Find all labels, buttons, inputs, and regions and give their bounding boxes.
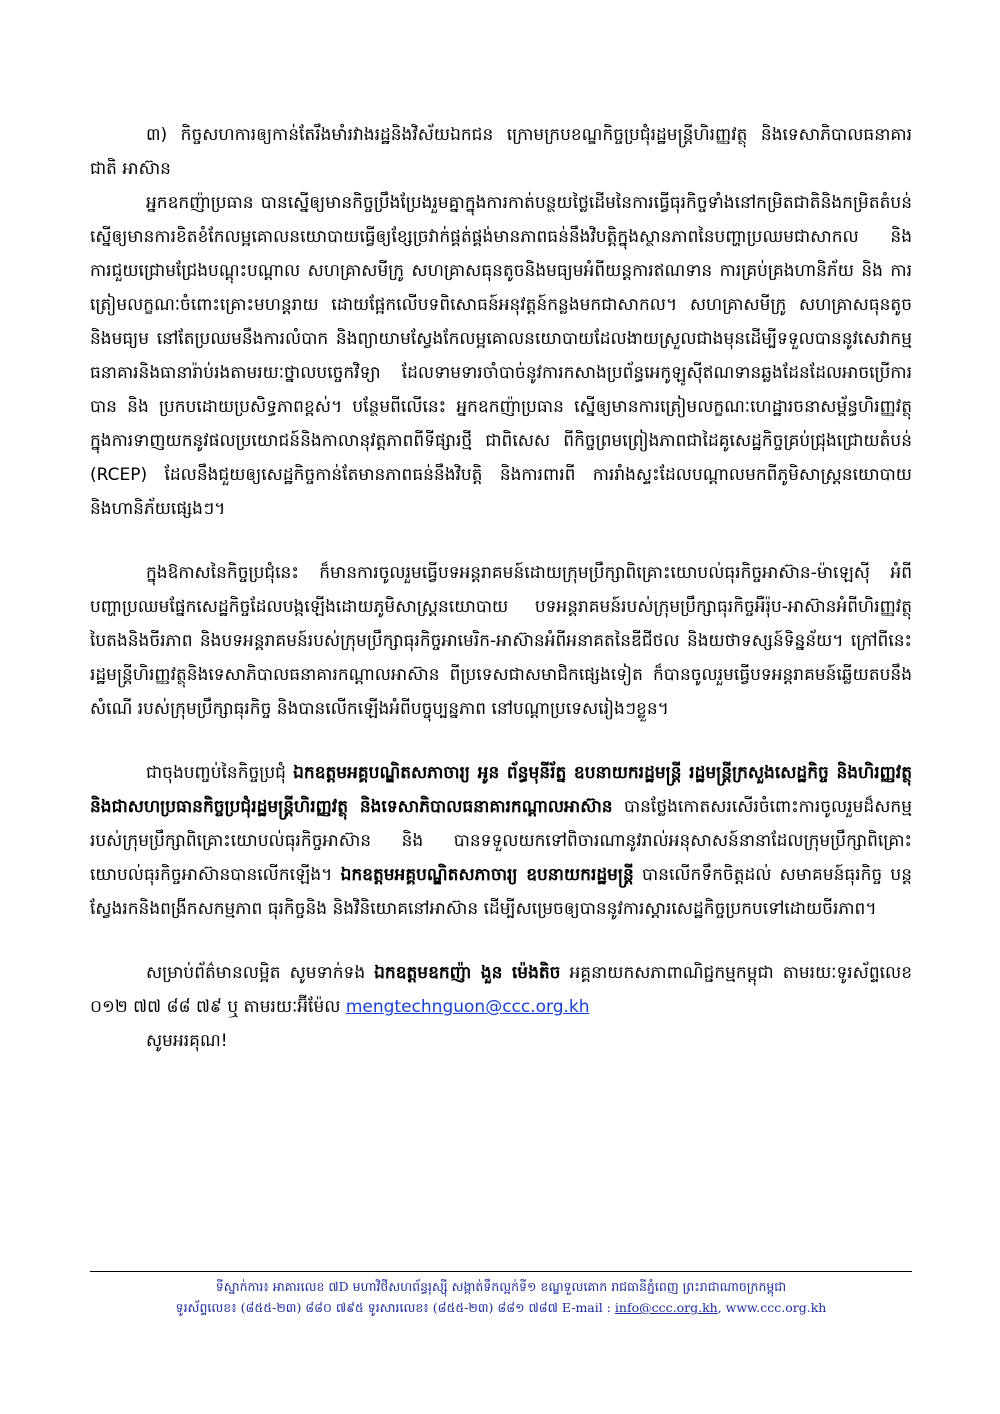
- document-body: [90, 118, 912, 1088]
- footer: [90, 1276, 912, 1318]
- footer-email-link[interactable]: info@ccc.org.kh: [614, 1300, 718, 1315]
- conclusion-body: បានថ្លែងកោតសរសើរចំពោះការចូលរួមដ៏សកម្មរបស់ក្រុមប្រឹក្សាពិគ្រោះយោបល់ធុរកិច្ចអាស៊ាន និង បានទទួលយកទៅពិចារណានូវរាល់អនុសាសន៍នានាដែលក្រុមប្រឹក្សាពិគ្រោះយោបល់ធុរកិច្ចអាស៊ានបានលើកឡើង។: [90, 797, 912, 885]
- paragraph-conclusion: [90, 756, 912, 926]
- footer-contact: [90, 1297, 912, 1318]
- paragraph-point-3: ៣) កិច្ចសហការឲ្យកាន់តែរឹងមាំរវាងរដ្ឋនិងវិស័យឯកជន ក្រោមក្របខណ្ឌកិច្ចប្រជុំរដ្ឋមន្ត្រីហិរញ្ញវត្ថុ និងទេសាភិបាលធនាគារជាតិ អាស៊ាន: [90, 125, 912, 179]
- footer-phone-fax: ទូរស័ព្ទលេខ៖ (៨៥៥-២៣) ៨៨០ ៧៩៥ ទូរសារលេខ៖ (៨៥៥-២៣) ៨៨១ ៧៨៧ E-mail :: [175, 1300, 615, 1315]
- footer-separator: ,: [717, 1300, 726, 1315]
- paragraph-proposals: អ្នកឧកញ៉ាប្រធាន បានស្នើឲ្យមានកិច្ចប្រឹងប្រែងរួមគ្នាក្នុងការកាត់បន្ថយថ្លៃដើមនៃការធ្វើធុរកិច្ចទាំងនៅកម្រិតជាតិនិងកម្រិតតំបន់ ស្នើឲ្យមានការខិតខំកែលម្អគោលនយោបាយធ្វើឲ្យខ្សែច្រវាក់ផ្គត់ផ្គង់មានភាពធន់នឹងវិបត្តិក្នុងស្ថានភាពនៃបញ្ហាប្រឈមជាសាកល និងការជួយជ្រោមជ្រែងបណ្តុះបណ្តាល សហគ្រាសមីក្រូ សហគ្រាសធុនតូចនិងមធ្យមអំពីយន្តការឥណទាន ការគ្រប់គ្រងហានិភ័យ និង ការត្រៀមលក្ខណៈចំពោះគ្រោះមហន្តរាយ ដោយផ្អែកលើបទពិសោធន៍អនុវត្តន៍កន្លងមកជាសាកល។ សហគ្រាសមីក្រូ សហគ្រាសធុនតូច និងមធ្យម នៅតែប្រឈមនឹងការលំបាក និងព្យាយាមស្វែងកែលម្អគោលនយោបាយដែលងាយស្រួលជាងមុនដើម្បីទទួលបាននូវសេវាកម្មធនាគារនិងធានារ៉ាប់រងតាមរយៈថ្នាលបច្ចេកវិទ្យា ដែលទាមទារចាំបាច់នូវការកសាងប្រព័ន្ធអេកូឡូស៊ីឥណទានឆ្លងដែនដែលអាចប្រើការបាន និង ប្រកបដោយប្រសិទ្ធភាពខ្ពស់។ បន្ថែមពីលើនេះ អ្នកឧកញ៉ាប្រធាន ស្នើឲ្យមានការត្រៀមលក្ខណៈហេដ្ឋារចនាសម្ព័ន្ធហិរញ្ញវត្ថុ ក្នុងការទាញយកនូវផលប្រយោជន៍និងកាលានុវត្តភាពពីទីផ្សារថ្មី ជាពិសេស ពីកិច្ចព្រមព្រៀងភាពជាដៃគូសេដ្ឋកិច្ចគ្រប់ជ្រុងជ្រោយតំបន់ (RCEP) ដែលនឹងជួយឲ្យសេដ្ឋកិច្ចកាន់តែមានភាពធន់នឹងវិបត្តិ និងការពារពី ការរាំងស្ទះដែលបណ្តាលមកពីភូមិសាស្ត្រនយោបាយនិងហានិភ័យផ្សេងៗ។: [90, 193, 912, 519]
- footer-divider: [90, 1271, 912, 1272]
- paragraph-interventions: ក្នុងឱកាសនៃកិច្ចប្រជុំនេះ ក៏មានការចូលរួមធ្វើបទអន្តរាគមន៍ដោយក្រុមប្រឹក្សាពិគ្រោះយោបល់ធុរកិច្ចអាស៊ាន-ម៉ាឡេស៊ី អំពីបញ្ហាប្រឈមផ្នែកសេដ្ឋកិច្ចដែលបង្កឡើងដោយភូមិសាស្ត្រនយោបាយ បទអន្តរាគមន៍របស់ក្រុមប្រឹក្សាធុរកិច្ចអឺរ៉ុប-អាស៊ានអំពីហិរញ្ញវត្ថុបៃតងនិងចីរភាព និងបទអន្តរាគមន៍របស់ក្រុមប្រឹក្សាធុរកិច្ចអាមេរិក-អាស៊ានអំពីអនាគតនៃឌីជីថល និងយថាទស្សន៍ទិន្នន័យ។ ក្រៅពីនេះ រដ្ឋមន្ត្រីហិរញ្ញវត្ថុនិងទេសាភិបាលធនាគារកណ្តាលអាស៊ាន ពីប្រទេសជាសមាជិកផ្សេងទៀត ក៏បានចូលរួមធ្វើបទអន្តរាគមន៍ឆ្លើយតបនឹងសំណើ របស់ក្រុមប្រឹក្សាធុរកិច្ច និងបានលើកឡើងអំពីបច្ចុប្បន្នភាព នៅបណ្តាប្រទេសរៀងៗខ្លួន។: [90, 563, 912, 719]
- contact-details: អគ្គនាយកសភាពាណិជ្ជកម្មកម្ពុជា តាមរយៈទូរស័ព្ទលេខ ០១២ ៧៧ ៨៨ ៧៩ ឬ តាមរយៈអ៊ីម៉ែល: [90, 963, 912, 1017]
- conclusion-dignitary-short: ឯកឧត្តមអគ្គបណ្ឌិតសភាចារ្យ ឧបនាយករដ្ឋមន្ត្រី: [340, 865, 634, 885]
- footer-address: ទីស្នាក់ការ៖ អាគារលេខ ៧D មហាវិថីសហព័ន្ធរុស្ស៊ី សង្កាត់ទឹកល្អក់ទី១ ខណ្ឌទួលគោក រាជធានីភ្នំពេញ ព្រះរាជាណាចក្រកម្ពុជា: [215, 1279, 787, 1294]
- conclusion-intro: ជាចុងបញ្ចប់នៃកិច្ចប្រជុំ: [146, 763, 294, 783]
- paragraph-contact: [90, 956, 912, 1024]
- contact-email-link[interactable]: mengtechnguon@ccc.org.kh: [345, 997, 590, 1017]
- conclusion-end: បានលើកទឹកចិត្តដល់ សមាគមន៍ធុរកិច្ច បន្តស្វែងរកនិងពង្រីកសកម្មភាព ធុរកិច្ចនិង និងវិនិយោគនៅអាស៊ាន ដើម្បីសម្រេចឲ្យបាននូវការស្តារសេដ្ឋកិច្ចប្រកបទៅដោយចីរភាព។: [90, 865, 912, 919]
- contact-intro: សម្រាប់ព័ត៌មានលម្អិត សូមទាក់ទង: [146, 963, 375, 983]
- closing-thanks: សូមអរគុណ!: [146, 1031, 228, 1051]
- conclusion-dignitary: ឯកឧត្តមអគ្គបណ្ឌិតសភាចារ្យ អូន ព័ន្ធមុនីរ័ត្ន ឧបនាយករដ្ឋមន្ត្រី រដ្ឋមន្ត្រីក្រសួងសេដ្ឋកិច្ច និងហិរញ្ញវត្ថុ និងជាសហប្រធានកិច្ចប្រជុំរដ្ឋមន្ត្រីហិរញ្ញវត្ថុ និងទេសាភិបាលធនាគារកណ្តាលអាស៊ាន: [90, 763, 912, 817]
- contact-person: ឯកឧត្តមឧកញ៉ា ងួន ម៉េងតិច: [374, 963, 561, 983]
- footer-website-link[interactable]: www.ccc.org.kh: [725, 1300, 827, 1315]
